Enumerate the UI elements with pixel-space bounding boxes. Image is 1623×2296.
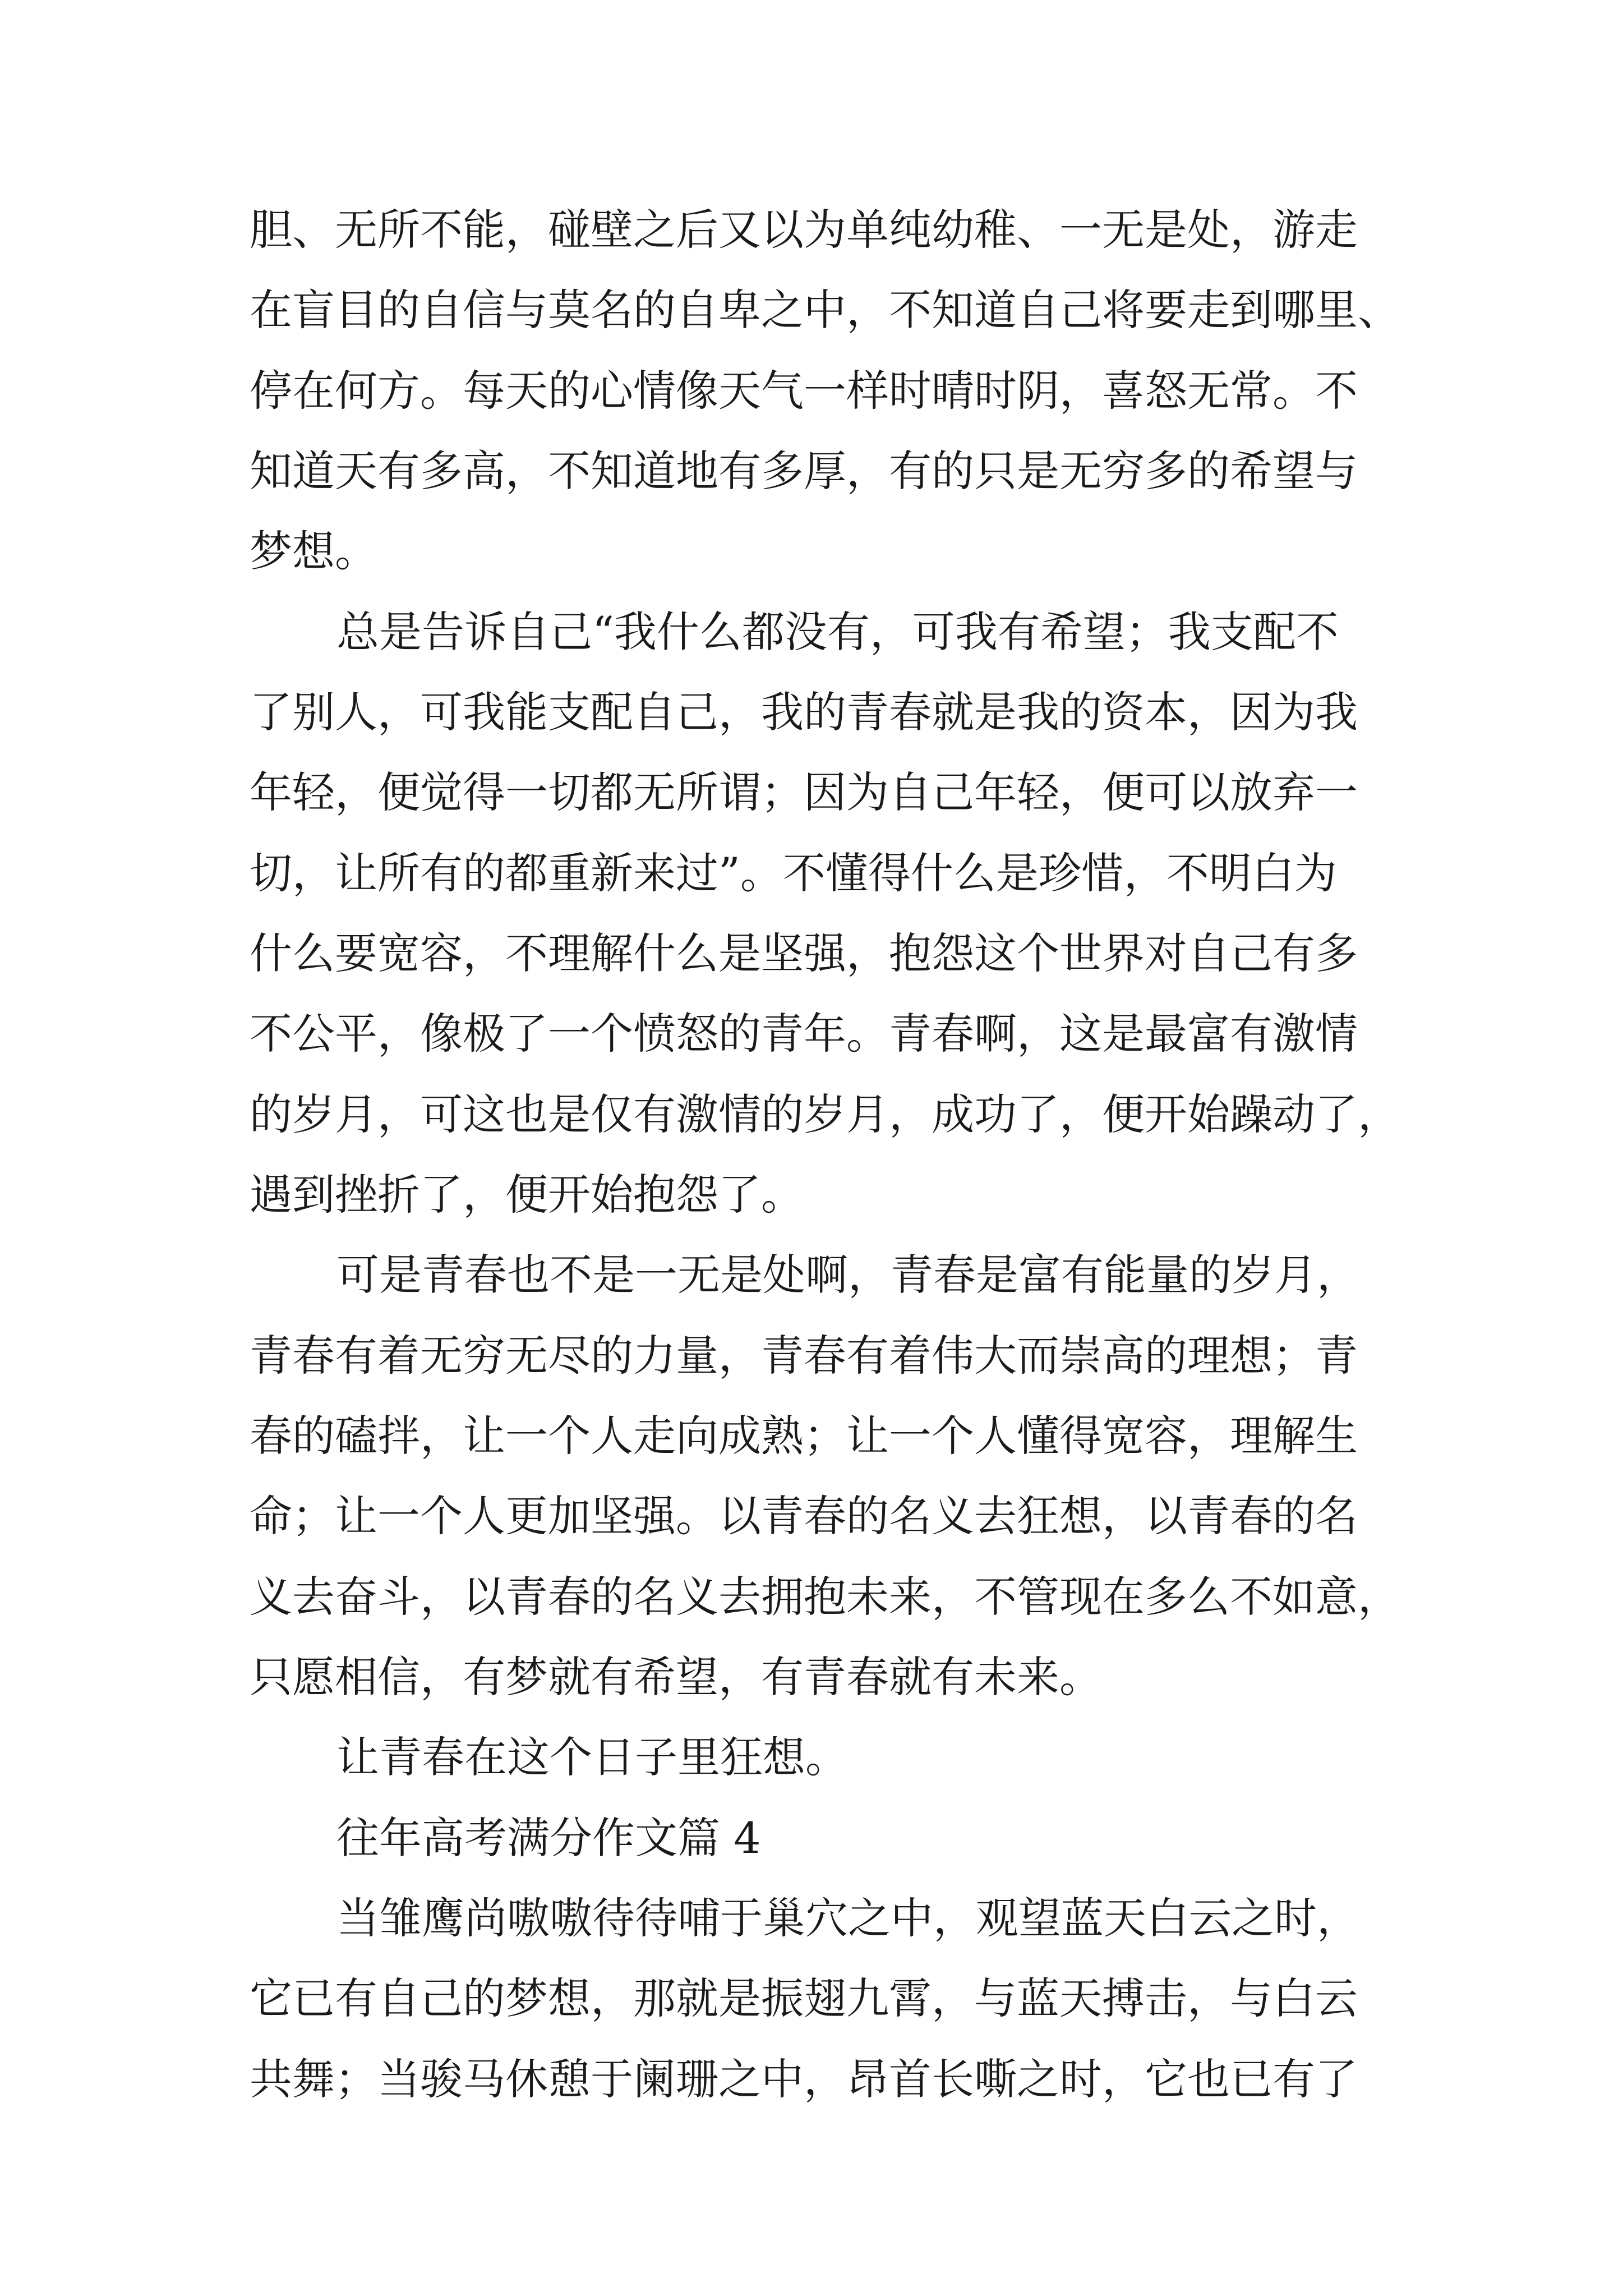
text-line: 春的磕拌，让一个人走向成熟；让一个人懂得宽容，理解生	[250, 1411, 1358, 1461]
text-line: 什么要宽容，不理解什么是坚强，抱怨这个世界对自己有多	[250, 928, 1358, 978]
paragraph-start-line: 总是告诉自己“我什么都没有，可我有希望；我支配不	[336, 607, 1339, 657]
text-line: 命；让一个人更加坚强。以青春的名义去狂想，以青春的名	[250, 1491, 1358, 1541]
text-line: 知道天有多高，不知道地有多厚，有的只是无穷多的希望与	[250, 446, 1358, 496]
paragraph-start-line: 可是青春也不是一无是处啊，青春是富有能量的岁月，	[336, 1250, 1359, 1300]
text-line: 义去奋斗，以青春的名义去拥抱未来，不管现在多么不如意，	[250, 1572, 1400, 1622]
text-line: 只愿相信，有梦就有希望，有青春就有未来。	[250, 1652, 1102, 1702]
text-line: 青春有着无穷无尽的力量，青春有着伟大而崇高的理想；青	[250, 1331, 1358, 1381]
text-line: 在盲目的自信与莫名的自卑之中，不知道自己将要走到哪里、	[250, 285, 1400, 335]
text-line: 的岁月，可这也是仅有激情的岁月，成功了，便开始躁动了，	[250, 1089, 1400, 1139]
paragraph-start-line: 当雏鹰尚嗷嗷待待哺于巢穴之中，观望蓝天白云之时，	[336, 1893, 1359, 1943]
text-line: 它已有自己的梦想，那就是振翅九霄，与蓝天搏击，与白云	[250, 1973, 1358, 2023]
section-heading: 往年高考满分作文篇 4	[336, 1813, 761, 1863]
text-line: 不公平，像极了一个愤怒的青年。青春啊，这是最富有激情	[250, 1009, 1358, 1059]
text-line: 共舞；当骏马休憩于阑珊之中，昂首长嘶之时，它也已有了	[250, 2054, 1358, 2104]
text-line: 胆、无所不能，碰壁之后又以为单纯幼稚、一无是处，游走	[250, 205, 1358, 255]
text-line: 停在何方。每天的心情像天气一样时晴时阴，喜怒无常。不	[250, 366, 1358, 416]
text-line: 了别人，可我能支配自己，我的青春就是我的资本，因为我	[250, 687, 1358, 737]
text-line: 切，让所有的都重新来过”。不懂得什么是珍惜，不明白为	[250, 848, 1337, 898]
paragraph-start-line: 让青春在这个日子里狂想。	[336, 1732, 848, 1782]
text-line: 年轻，便觉得一切都无所谓；因为自己年轻，便可以放弃一	[250, 767, 1358, 817]
text-line: 梦想。	[250, 526, 377, 576]
text-line: 遇到挫折了，便开始抱怨了。	[250, 1170, 804, 1220]
